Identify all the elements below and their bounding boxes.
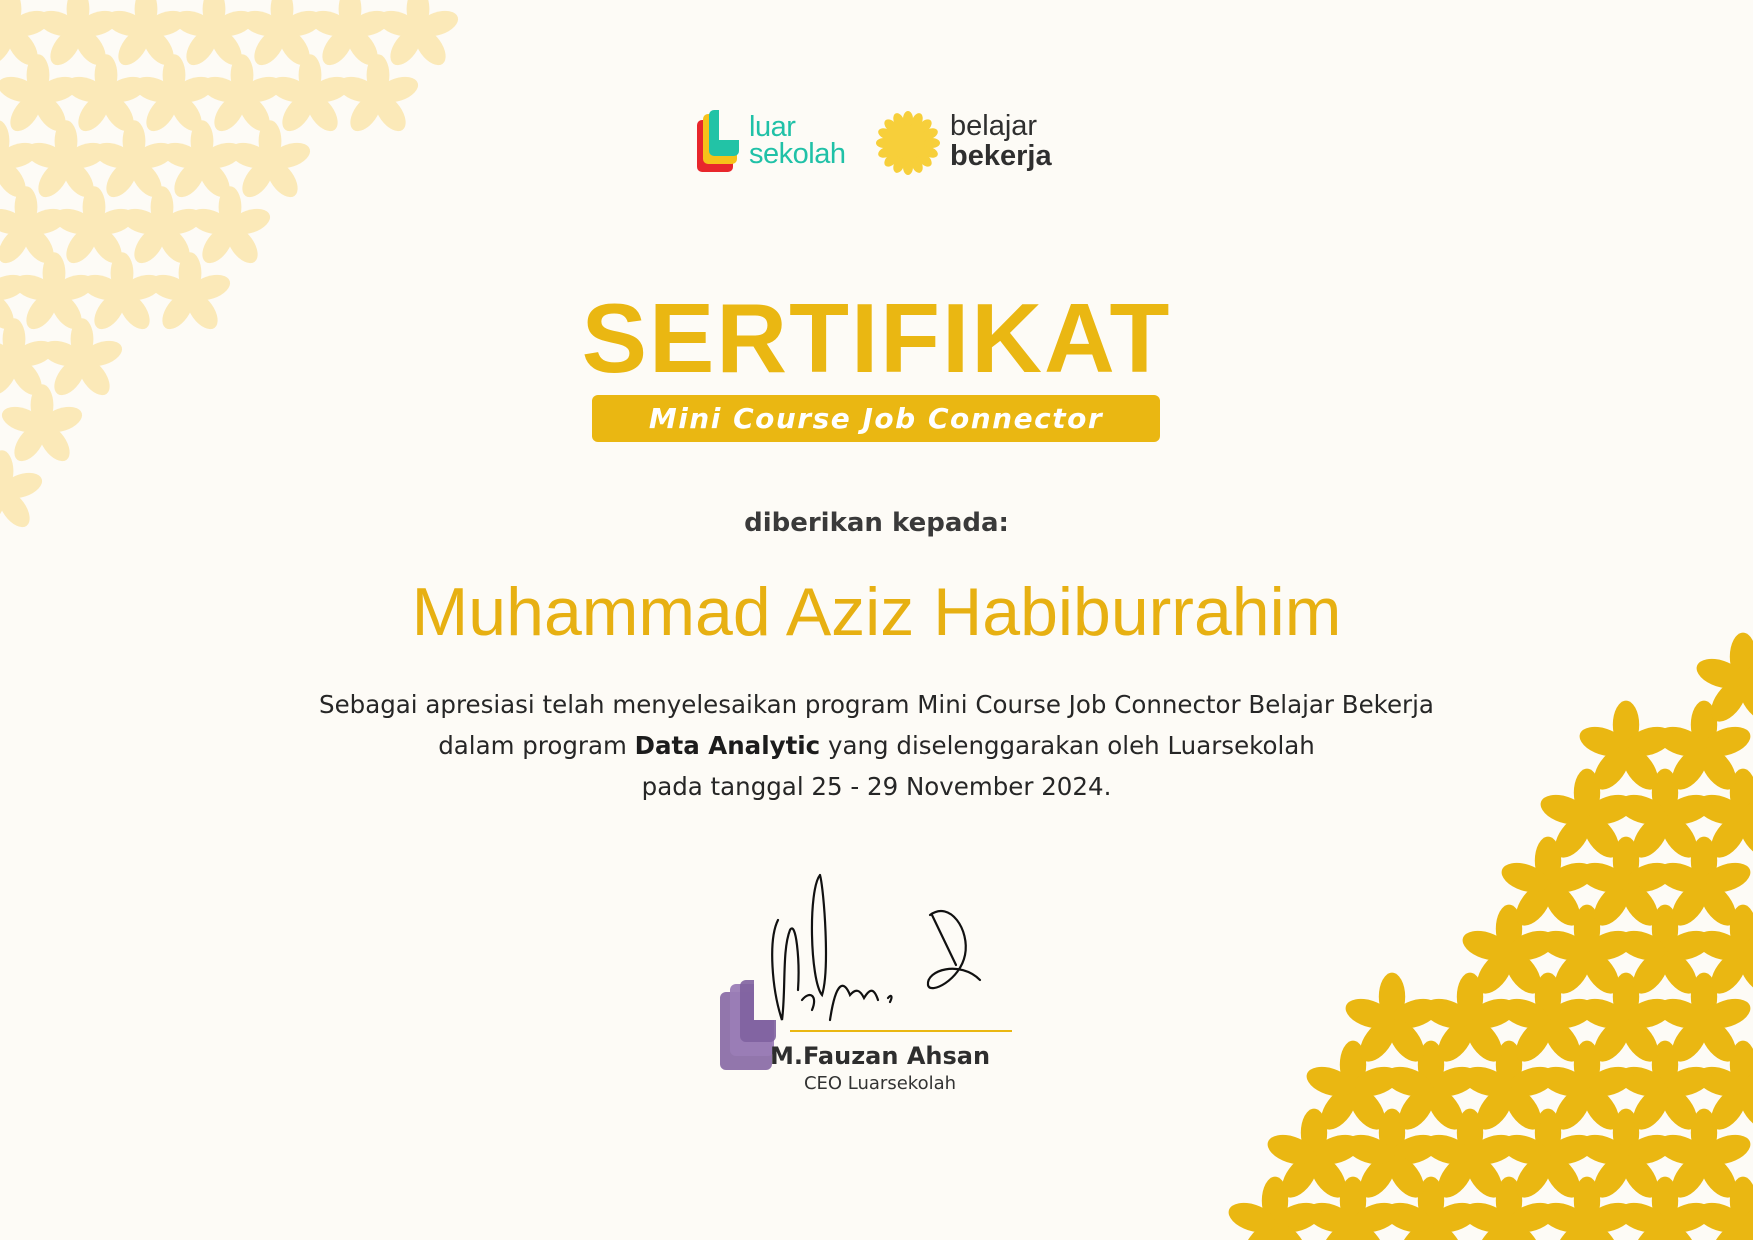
flower-icon: [267, 54, 354, 136]
belajarbekerja-logo: [876, 108, 1072, 178]
signature-line: [790, 1030, 1012, 1032]
body-line-1: Sebagai apresiasi telah menyelesaikan program Mini Course Job Connector Belajar Bekerja: [319, 690, 1434, 719]
belajarbekerja-wordmark-line1: belajar: [950, 110, 1038, 142]
body-line-2: dalam program Data Analytic yang diselenggarakan oleh Luarsekolah: [438, 731, 1315, 760]
flower-icon: [0, 384, 85, 466]
signatory-role: CEO Luarsekolah: [803, 1073, 957, 1094]
given-to-label: diberikan kepada:: [744, 508, 1009, 538]
signature-block: [710, 870, 1030, 1100]
certificate-subtitle: Mini Course Job Connector: [592, 395, 1160, 442]
program-name: Data Analytic: [634, 731, 821, 760]
belajarbekerja-wordmark-line2: bekerja: [950, 140, 1052, 172]
body-line-3: pada tanggal 25 - 29 November 2024.: [641, 772, 1112, 801]
signature-icon: [760, 870, 990, 1040]
signatory-name: M.Fauzan Ahsan: [769, 1042, 991, 1070]
flower-icon: [335, 54, 422, 136]
certificate-body: [200, 684, 1553, 807]
recipient-name: Muhammad Aziz Habiburrahim: [411, 574, 1342, 650]
luarsekolah-logo: [697, 108, 859, 174]
luarsekolah-wordmark: luar sekolah: [749, 111, 846, 170]
top-left-flowers: [0, 0, 461, 533]
flower-icon: [187, 186, 274, 268]
flower-icon: [1225, 1177, 1325, 1240]
sun-icon: [876, 111, 940, 175]
flower-icon: [227, 120, 314, 202]
luarsekolah-mark-icon: [697, 110, 745, 172]
flower-icon: [375, 0, 462, 71]
certificate-title: SERTIFIKAT: [581, 283, 1172, 393]
